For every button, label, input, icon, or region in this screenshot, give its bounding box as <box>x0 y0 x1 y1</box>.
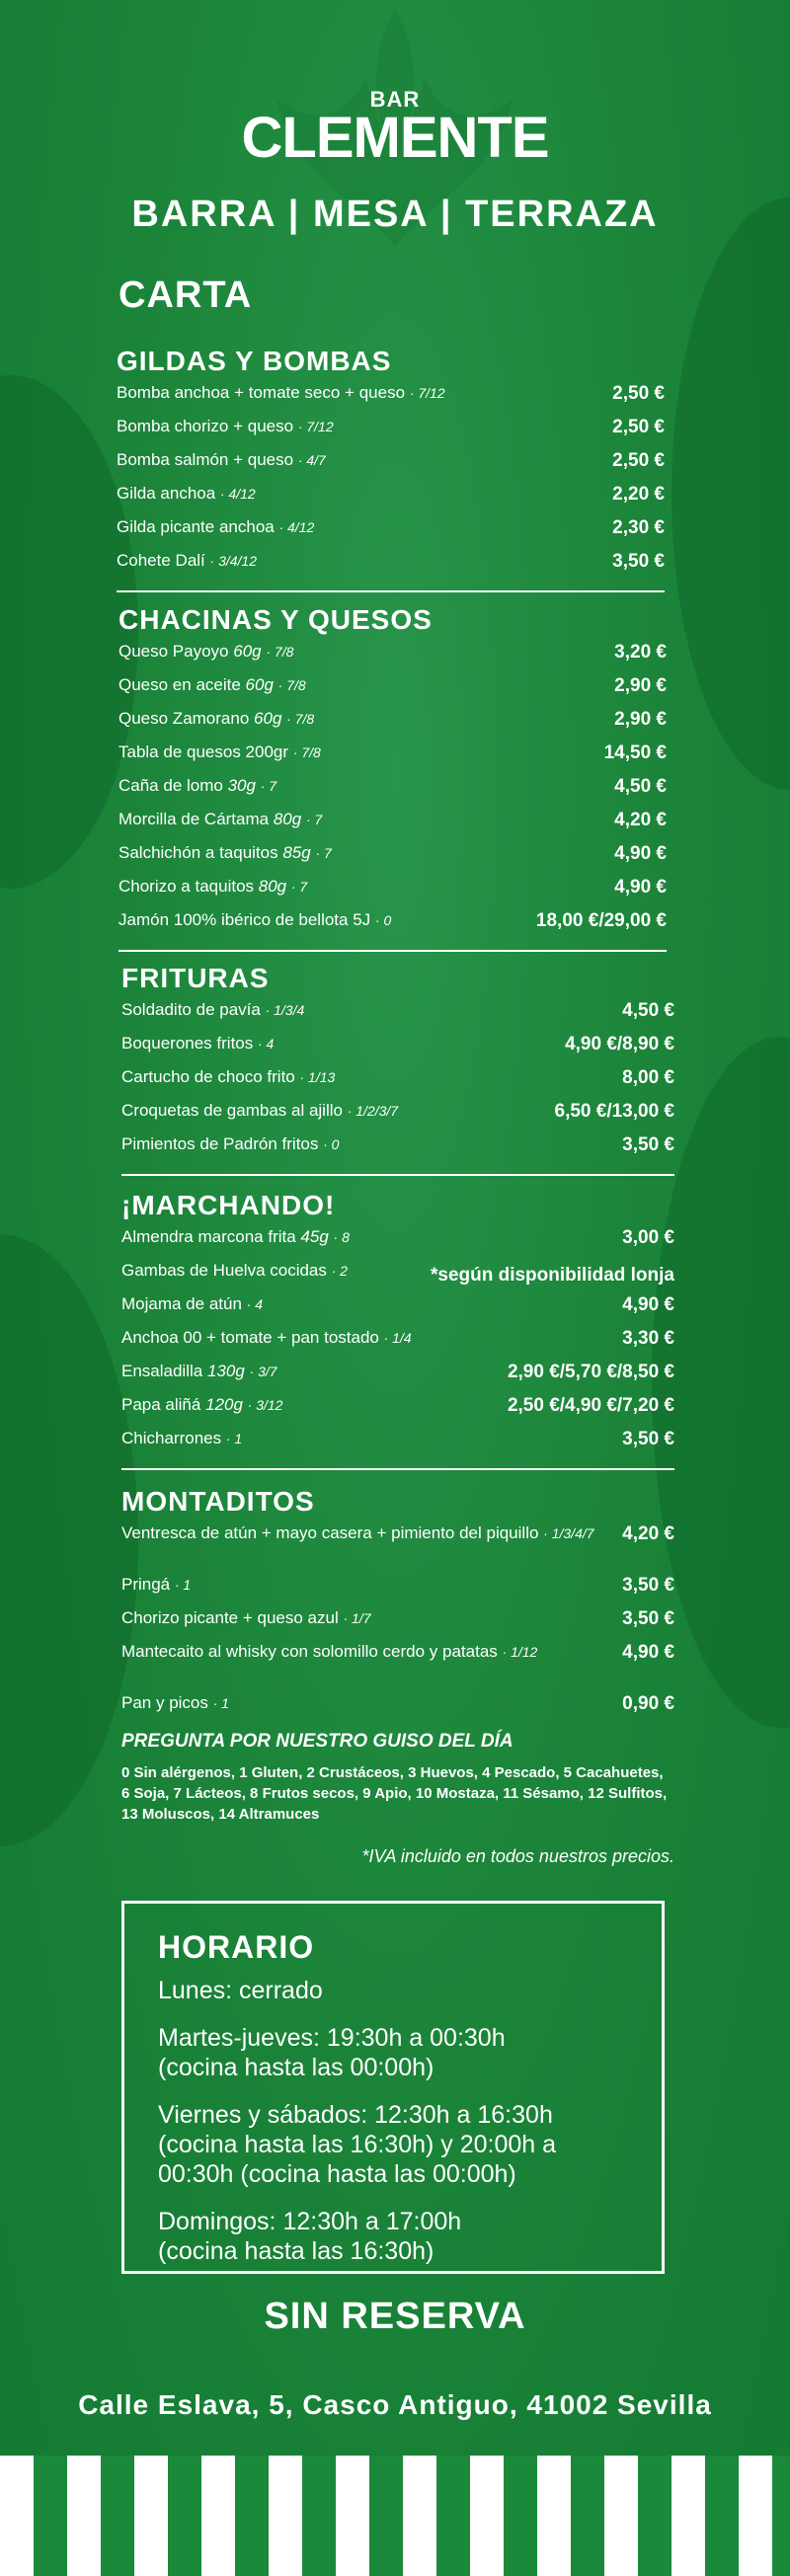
item-name <box>117 417 612 436</box>
hours-line: Lunes: cerrado <box>158 1977 323 2004</box>
item-name <box>118 776 614 796</box>
item-quantity: 80g <box>273 810 302 828</box>
item-name <box>121 1693 622 1713</box>
item-name <box>121 1000 622 1020</box>
address: Calle Eslava, 5, Casco Antiguo, 41002 Sevilla <box>78 2389 712 2420</box>
item-price: 4,20 € <box>622 1523 674 1544</box>
item-allergens: · 7/8 <box>277 677 306 693</box>
section-title: CHACINAS Y QUESOS <box>118 604 433 635</box>
item-price: 2,90 € <box>614 675 667 696</box>
menu-item <box>118 742 667 776</box>
menu-item <box>121 1608 674 1642</box>
menu-item <box>121 1101 674 1134</box>
item-name <box>118 810 614 829</box>
item-name-text: Queso Zamorano <box>118 709 250 728</box>
item-name-text: Tabla de quesos 200gr <box>118 742 289 761</box>
menu-item <box>121 1395 674 1429</box>
item-price: 2,50 € <box>612 383 665 404</box>
section-title: FRITURAS <box>121 963 270 993</box>
item-price: 4,90 € <box>622 1294 674 1315</box>
item-name-text: Pan y picos <box>121 1693 208 1712</box>
item-allergens: · 4/7 <box>297 452 326 468</box>
item-allergens: · 7/8 <box>292 744 321 760</box>
menu-item <box>121 1429 674 1462</box>
item-allergens: · 1/12 <box>502 1644 538 1660</box>
item-quantity: 30g <box>227 776 256 795</box>
item-price: 3,50 € <box>622 1134 674 1155</box>
item-name <box>121 1523 622 1543</box>
menu-section <box>121 1190 674 1482</box>
tax-note: *IVA incluido en todos nuestros precios. <box>361 1846 674 1866</box>
menu-item <box>117 484 665 517</box>
menu-item <box>117 383 665 417</box>
item-price: 6,50 €/13,00 € <box>554 1101 674 1122</box>
item-allergens: · 1/13 <box>299 1069 336 1085</box>
item-allergens: · 1 <box>174 1577 192 1593</box>
menu-item <box>118 810 667 843</box>
item-name-text: Chicharrones <box>121 1429 222 1447</box>
item-name <box>117 517 612 537</box>
item-allergens: · 1/4 <box>383 1330 412 1346</box>
menu-item <box>118 642 667 675</box>
menu-item <box>121 1134 674 1168</box>
item-quantity: 120g <box>205 1395 243 1414</box>
item-name <box>121 1328 622 1348</box>
item-quantity: 130g <box>206 1362 245 1380</box>
menu-item <box>117 551 665 585</box>
item-quantity: 60g <box>254 709 282 728</box>
menu-item <box>121 1261 674 1294</box>
background-ornament <box>0 1234 138 1846</box>
item-name <box>117 551 612 571</box>
menu-item <box>117 417 665 450</box>
item-name-text: Queso Payoyo <box>118 642 229 661</box>
item-allergens: · 4 <box>246 1296 263 1312</box>
section-title: GILDAS Y BOMBAS <box>117 346 392 376</box>
item-name <box>121 1429 622 1448</box>
brand-logo: CLEMENTE <box>241 106 549 170</box>
item-price: 4,90 € <box>614 877 667 898</box>
item-price: 2,50 €/4,90 €/7,20 € <box>507 1395 674 1416</box>
item-name-text: Queso en aceite <box>118 675 241 694</box>
item-allergens: · 4/12 <box>219 486 256 502</box>
item-name-text: Salchichón a taquitos <box>118 843 278 862</box>
item-name-text: Chorizo picante + queso azul <box>121 1608 339 1627</box>
menu-item <box>121 1034 674 1067</box>
item-price: 2,30 € <box>612 517 665 538</box>
item-name <box>121 1067 622 1087</box>
item-price: 3,50 € <box>622 1575 674 1596</box>
item-name-text: Soldadito de pavía <box>121 1000 261 1019</box>
item-allergens: · 7 <box>260 778 277 794</box>
menu-item <box>117 517 665 551</box>
item-price: 0,90 € <box>622 1693 674 1714</box>
item-allergens: · 1 <box>212 1695 229 1711</box>
item-price: 2,90 €/5,70 €/8,50 € <box>507 1362 674 1382</box>
item-price: 4,20 € <box>614 810 667 830</box>
item-price: 2,90 € <box>614 709 667 730</box>
item-name <box>117 383 612 403</box>
item-name <box>121 1395 508 1415</box>
menu-section <box>117 346 665 604</box>
item-name-text: Mojama de atún <box>121 1294 242 1313</box>
menu-item <box>121 1693 674 1727</box>
menu-item <box>118 776 667 810</box>
item-allergens: · 1/2/3/7 <box>347 1103 399 1119</box>
item-name-text: Ensaladilla <box>121 1362 203 1380</box>
item-price: 4,90 € <box>622 1642 674 1663</box>
hours-line: Martes-jueves: 19:30h a 00:30h (cocina hasta las 00:00h) <box>158 2024 506 2081</box>
item-allergens: · 0 <box>323 1136 340 1152</box>
item-name-text: Cohete Dalí <box>117 551 205 570</box>
item-name <box>121 1261 431 1281</box>
item-quantity: 60g <box>233 642 262 661</box>
item-quantity: 60g <box>245 675 274 694</box>
menu-item <box>121 1067 674 1101</box>
item-name-text: Jamón 100% ibérico de bellota 5J <box>118 910 371 929</box>
item-name <box>121 1134 622 1154</box>
hours-line: Viernes y sábados: 12:30h a 16:30h (cocina hasta las 16:30h) y 20:00h a 00:30h (cocina hasta las 00:00h) <box>158 2101 557 2188</box>
menu-item <box>117 450 665 484</box>
opening-hours-title: HORARIO <box>158 1929 315 1965</box>
item-allergens: · 4 <box>257 1036 275 1052</box>
menu-item <box>121 1523 674 1575</box>
menu-item <box>121 1227 674 1261</box>
striped-footer-band <box>0 2456 790 2576</box>
item-name-text: Bomba chorizo + queso <box>117 417 294 435</box>
item-allergens: · 1/7 <box>343 1610 371 1626</box>
item-allergens: · 1 <box>225 1431 243 1446</box>
item-name <box>118 910 536 930</box>
item-price: 4,50 € <box>622 1000 674 1021</box>
item-name-text: Almendra marcona frita <box>121 1227 296 1246</box>
menu-section <box>121 1486 674 1867</box>
item-price: 4,90 € <box>614 843 667 864</box>
menu-item <box>121 1328 674 1362</box>
item-allergens: · 4/12 <box>278 519 315 535</box>
allergen-legend: 0 Sin alérgenos, 1 Gluten, 2 Crustáceos, 3 Huevos, 4 Pescado, 5 Cacahuetes, 6 Soja, 7 Lácteos, 8 Frutos secos, 9 Apio, 10 Mostaza, 11 Sésamo, 12 Sulfitos, 13 Moluscos, 14 Altramuces <box>121 1764 668 1823</box>
item-name-text: Morcilla de Cártama <box>118 810 270 828</box>
item-name-text: Gambas de Huelva cocidas <box>121 1261 327 1280</box>
item-name <box>121 1101 555 1121</box>
menu-item <box>121 1000 674 1034</box>
no-reservation-label: SIN RESERVA <box>264 2296 526 2337</box>
menu-title: CARTA <box>118 274 253 316</box>
menu-item <box>121 1294 674 1328</box>
item-allergens: · 7 <box>290 879 308 895</box>
item-name <box>118 642 614 662</box>
menu-item <box>121 1362 674 1395</box>
item-name <box>118 877 614 897</box>
item-price: 3,30 € <box>622 1328 674 1349</box>
item-allergens: · 2 <box>331 1263 348 1279</box>
background-ornament <box>672 197 790 790</box>
menu-section <box>121 963 674 1188</box>
item-name <box>121 1294 622 1314</box>
item-price: 2,50 € <box>612 450 665 471</box>
menu-item <box>118 675 667 709</box>
item-name-text: Gilda picante anchoa <box>117 517 275 536</box>
section-divider <box>121 1468 674 1470</box>
item-name <box>118 675 614 695</box>
item-name-text: Pringá <box>121 1575 171 1594</box>
item-price: 3,50 € <box>622 1429 674 1449</box>
item-name <box>121 1642 622 1662</box>
item-name <box>118 843 614 863</box>
item-name-text: Croquetas de gambas al ajillo <box>121 1101 343 1120</box>
item-name-text: Cartucho de choco frito <box>121 1067 295 1086</box>
item-name-text: Anchoa 00 + tomate + pan tostado <box>121 1328 379 1347</box>
item-price: 8,00 € <box>622 1067 674 1088</box>
item-name-text: Gilda anchoa <box>117 484 216 503</box>
item-name-text: Bomba anchoa + tomate seco + queso <box>117 383 406 402</box>
menu-item <box>118 709 667 742</box>
item-name <box>118 742 604 762</box>
menu-item <box>118 843 667 877</box>
item-allergens: · 7/12 <box>297 419 334 434</box>
item-quantity: 45g <box>300 1227 329 1246</box>
item-name <box>117 484 612 504</box>
item-price: 3,50 € <box>612 551 665 572</box>
item-price: 2,50 € <box>612 417 665 437</box>
item-name <box>121 1362 508 1381</box>
item-name-text: Pimientos de Padrón fritos <box>121 1134 319 1153</box>
item-name <box>121 1227 622 1247</box>
item-allergens: · 0 <box>374 912 392 928</box>
item-name-text: Bomba salmón + queso <box>117 450 294 469</box>
item-allergens: · 7/8 <box>266 644 294 660</box>
item-name <box>121 1608 622 1628</box>
section-title: MONTADITOS <box>121 1486 315 1517</box>
menu-item <box>121 1642 674 1676</box>
item-price: *según disponibilidad lonja <box>430 1265 674 1286</box>
item-name <box>118 709 614 729</box>
opening-hours-box <box>121 1901 665 2274</box>
section-divider <box>121 1174 674 1176</box>
item-price: 4,50 € <box>614 776 667 797</box>
item-price: 3,20 € <box>614 642 667 663</box>
item-price: 3,50 € <box>622 1608 674 1629</box>
item-allergens: · 7 <box>315 845 332 861</box>
item-allergens: · 3/12 <box>247 1397 283 1413</box>
item-allergens: · 8 <box>333 1229 350 1245</box>
item-price: 2,20 € <box>612 484 665 505</box>
item-name-text: Chorizo a taquitos <box>118 877 255 896</box>
section-divider <box>117 590 665 592</box>
item-allergens: · 1/3/4 <box>265 1002 305 1018</box>
item-allergens: · 1/3/4/7 <box>543 1525 594 1541</box>
item-name-text: Ventresca de atún + mayo casera + pimiento del piquillo <box>121 1523 539 1542</box>
menu-item <box>118 877 667 910</box>
dish-of-day-note: PREGUNTA POR NUESTRO GUISO DEL DÍA <box>121 1731 514 1752</box>
item-name <box>121 1575 622 1595</box>
menu-item <box>121 1575 674 1608</box>
item-price: 14,50 € <box>603 742 667 763</box>
section-title: ¡MARCHANDO! <box>121 1190 336 1220</box>
item-quantity: 80g <box>258 877 287 896</box>
item-price: 4,90 €/8,90 € <box>565 1034 674 1054</box>
section-divider <box>118 950 667 952</box>
item-name <box>121 1034 565 1054</box>
menu-item <box>118 910 667 944</box>
item-allergens: · 3/4/12 <box>209 553 257 569</box>
item-allergens: · 7/8 <box>286 711 315 727</box>
menu-section <box>118 604 667 964</box>
item-allergens: · 3/7 <box>249 1364 277 1379</box>
venue-subtitle: BARRA | MESA | TERRAZA <box>131 194 659 235</box>
item-allergens: · 7 <box>305 812 323 827</box>
item-name-text: Caña de lomo <box>118 776 223 795</box>
item-price: 3,00 € <box>622 1227 674 1248</box>
item-allergens: · 7/12 <box>409 385 445 401</box>
hours-line: Domingos: 12:30h a 17:00h (cocina hasta las 16:30h) <box>158 2208 462 2265</box>
item-name-text: Boquerones fritos <box>121 1034 254 1053</box>
item-name-text: Mantecaito al whisky con solomillo cerdo y patatas <box>121 1642 498 1661</box>
item-name <box>117 450 612 470</box>
item-quantity: 85g <box>282 843 311 862</box>
bar-label: BAR <box>369 87 421 112</box>
item-price: 18,00 €/29,00 € <box>535 910 667 931</box>
item-name-text: Papa aliñá <box>121 1395 201 1414</box>
